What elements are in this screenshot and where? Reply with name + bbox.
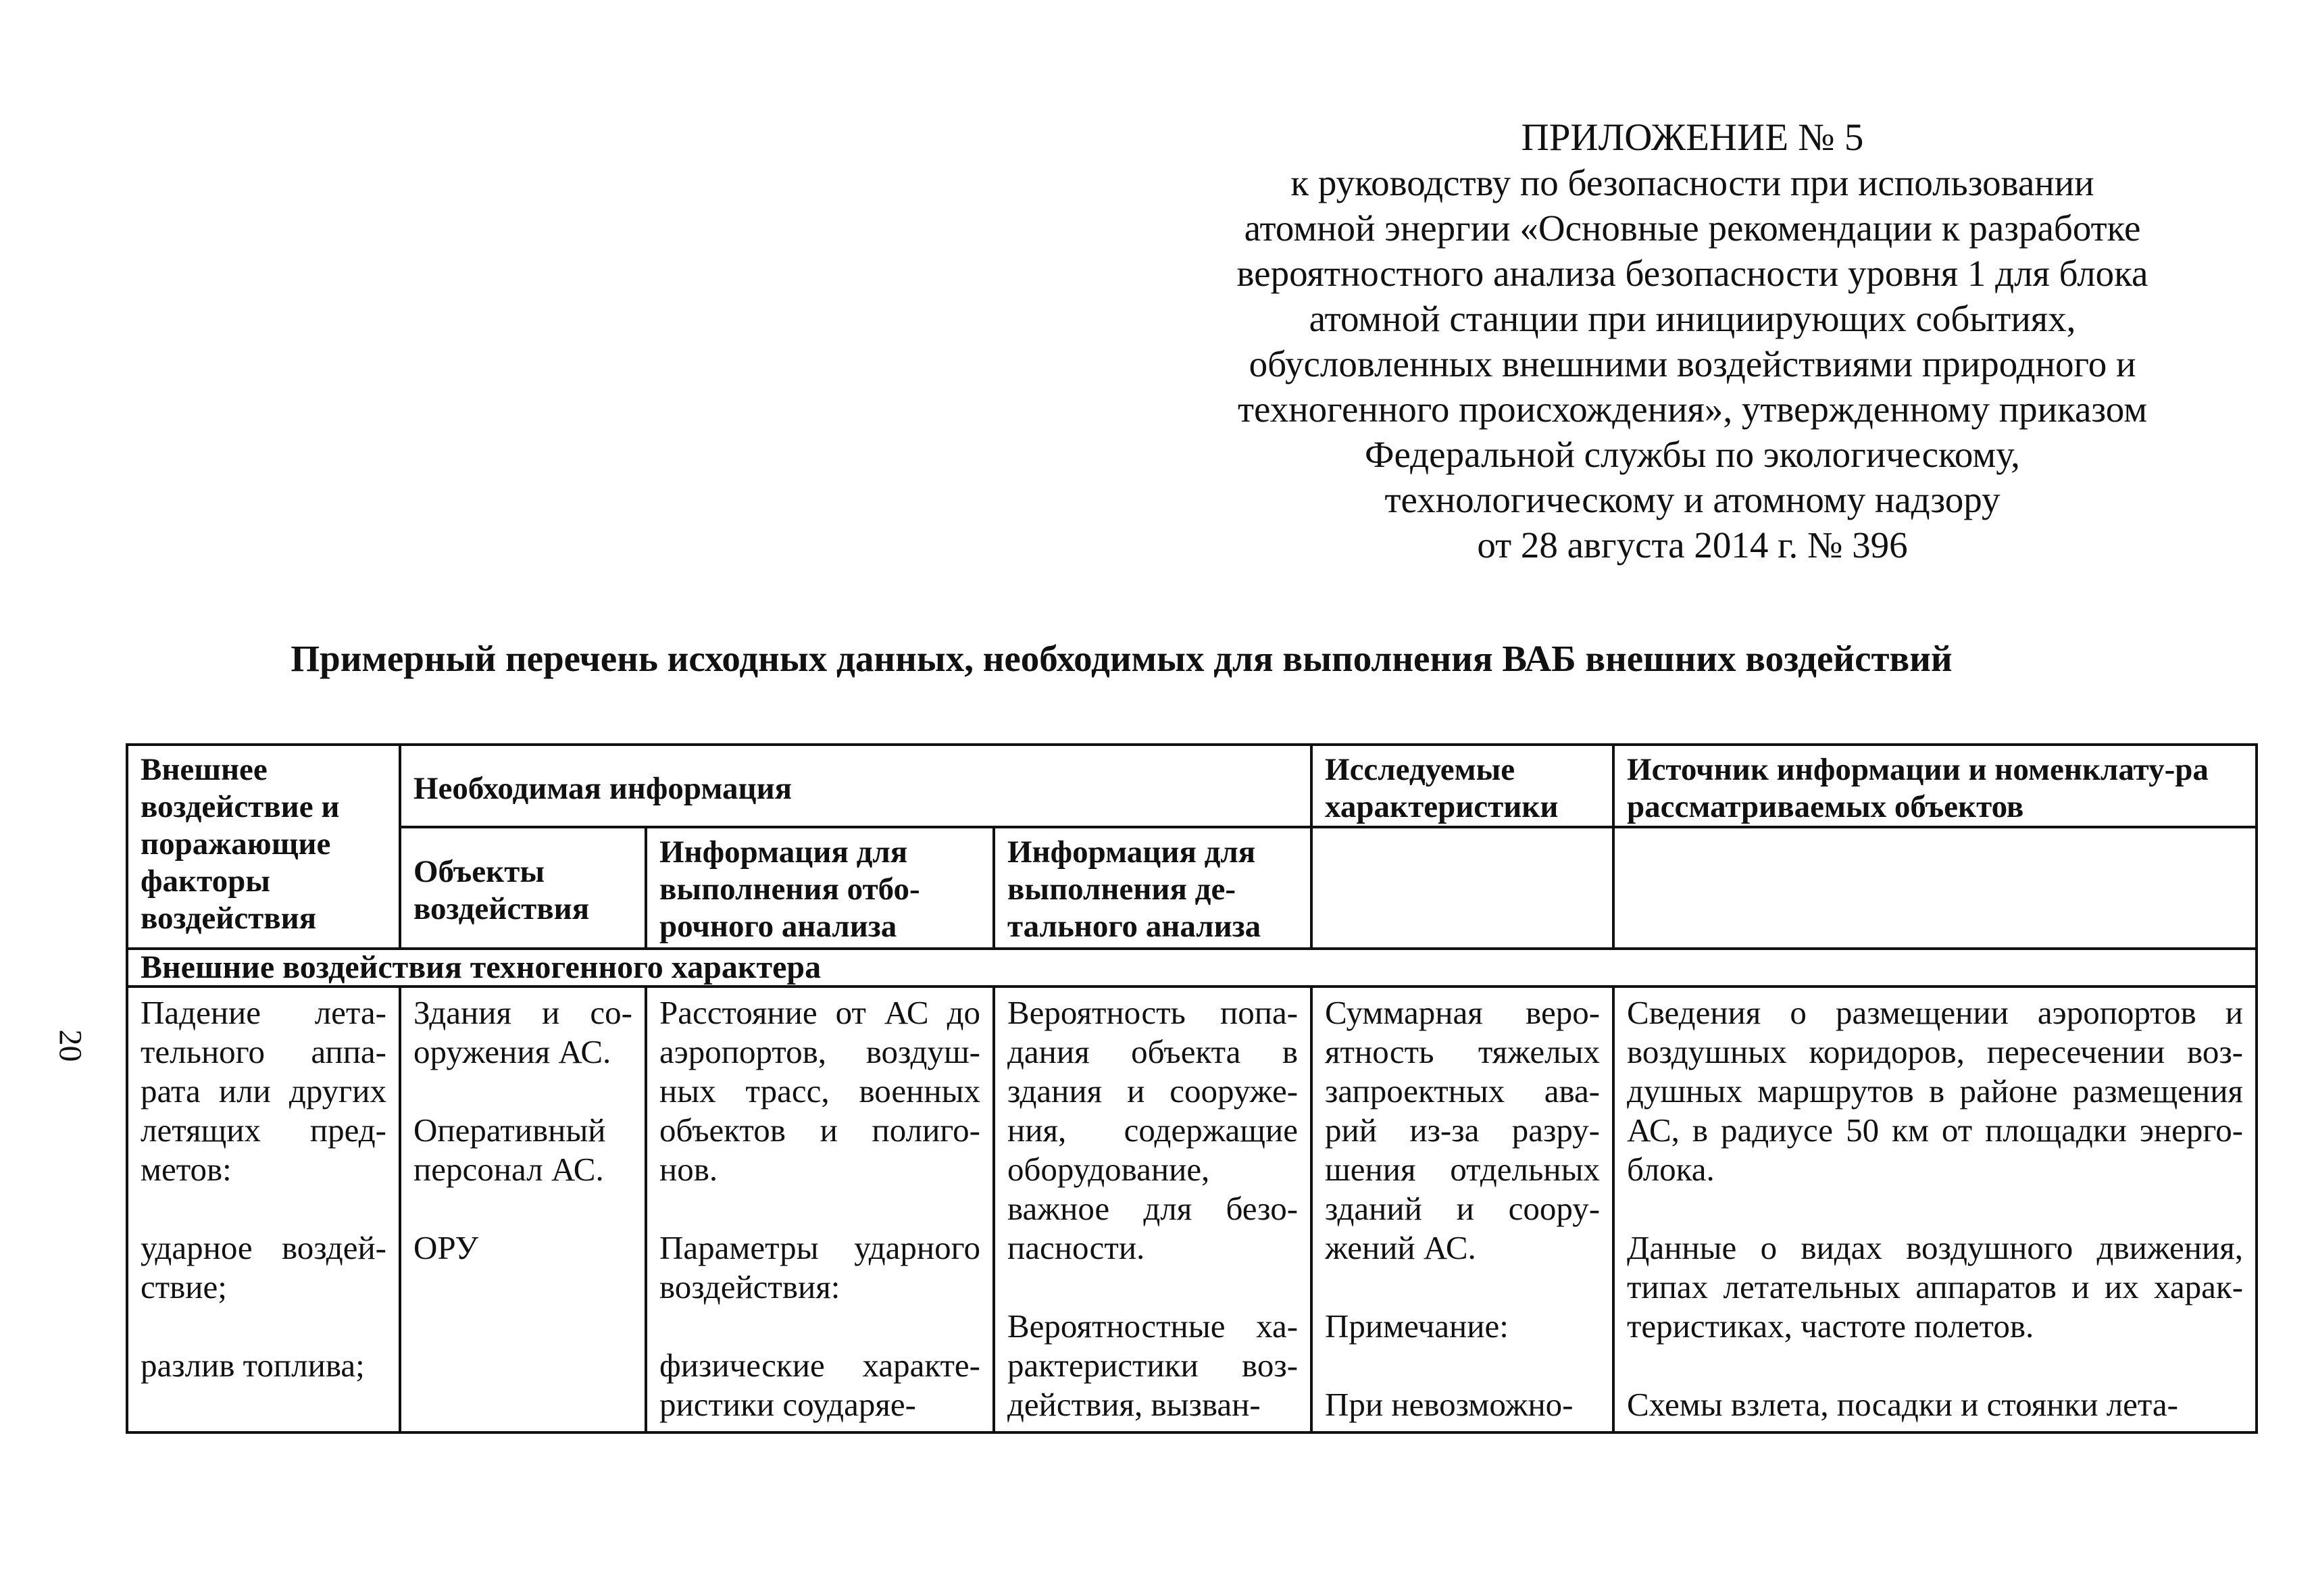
cell-text: Здания и со-оружения АС. — [413, 994, 632, 1070]
header-source-empty — [1613, 827, 2257, 949]
cell-text: Параметры ударного воздействия: — [659, 1229, 980, 1305]
header-characteristics: Исследуемые характеристики — [1311, 745, 1613, 827]
appendix-line: атомной энергии «Основные рекомендации к разработке — [1244, 207, 2141, 249]
appendix-line: Федеральной службы по экологическому, — [1365, 434, 2020, 475]
cell-impact — [127, 987, 400, 1432]
header-source: Источник информации и номенклату-ра рассматриваемых объектов — [1613, 745, 2257, 827]
table-row — [127, 987, 2257, 1432]
page-number: 20 — [52, 1029, 89, 1062]
header-external-impact: Внешнее воздействие и поражающие факторы воздействия — [127, 745, 400, 949]
appendix-line: обусловленных внешними воздействиями природного и — [1249, 343, 2136, 384]
cell-text: разлив топлива; — [141, 1347, 365, 1384]
cell-text: Оперативный персонал АС. — [413, 1112, 606, 1188]
cell-text: При невозможно- — [1325, 1386, 1574, 1423]
cell-text: ОРУ — [413, 1229, 479, 1266]
cell-objects — [400, 987, 646, 1432]
appendix-header — [1189, 115, 2196, 568]
header-characteristics-empty — [1311, 827, 1613, 949]
cell-text: физические характе-ристики соударяе- — [659, 1347, 980, 1423]
cell-source — [1613, 987, 2257, 1432]
section-row — [127, 949, 2257, 987]
header-required-info: Необходимая информация — [400, 745, 1311, 827]
appendix-line: от 28 августа 2014 г. № 396 — [1477, 524, 1908, 566]
cell-text: Схемы взлета, посадки и стоянки лета- — [1627, 1386, 2178, 1423]
cell-text: Суммарная веро-ятность тяжелых запроектных ава-рий из-за разру-шения отдельных зданий и соору-жений АС. — [1325, 994, 1601, 1266]
appendix-line: технологическому и атомному надзору — [1384, 479, 2001, 520]
cell-text: Примечание: — [1325, 1307, 1509, 1345]
appendix-heading: ПРИЛОЖЕНИЕ № 5 — [1521, 116, 1864, 159]
cell-characteristics — [1311, 987, 1613, 1432]
appendix-line: вероятностного анализа безопасности уровня 1 для блока — [1236, 253, 2148, 294]
cell-text: Вероятностные ха-рактеристики воз-действия, вызван- — [1007, 1307, 1299, 1423]
cell-text: ударное воздей-ствие; — [141, 1229, 386, 1305]
header-screening-info: Информация для выполнения отбо-рочного анализа — [646, 827, 994, 949]
cell-screening — [646, 987, 994, 1432]
cell-text: Падение лета-тельного аппа-рата или других летящих пред-метов: — [141, 994, 386, 1188]
appendix-line: к руководству по безопасности при использовании — [1290, 162, 2094, 203]
cell-detailed — [994, 987, 1311, 1432]
cell-text: Сведения о размещении аэропортов и воздушных коридоров, пересечении воз-душных маршрутов в районе размещения АС, в радиусе 50 км от площадки энерго-блока. — [1627, 994, 2244, 1188]
cell-text: Вероятность попа-дания объекта в здания и сооруже-ния, содержащие оборудование, важное для безо-пасности. — [1007, 994, 1299, 1266]
header-objects: Объекты воздействия — [400, 827, 646, 949]
cell-text: Данные о видах воздушного движения, типах летательных аппаратов и их харак-теристиках, частоте полетов. — [1627, 1229, 2244, 1345]
section-title: Внешние воздействия техногенного характера — [127, 949, 2257, 987]
appendix-line: техногенного происхождения», утвержденному приказом — [1237, 389, 2148, 430]
data-table — [126, 743, 2258, 1434]
header-detailed-info: Информация для выполнения де-тального анализа — [994, 827, 1311, 949]
appendix-line: атомной станции при инициирующих событиях, — [1309, 298, 2076, 339]
document-title: Примерный перечень исходных данных, необходимых для выполнения ВАБ внешних воздействий — [291, 638, 1953, 679]
table-header-row — [127, 745, 2257, 827]
table-subheader-row — [127, 827, 2257, 949]
cell-text: Расстояние от АС до аэропортов, воздуш-ных трасс, военных объектов и полиго-нов. — [659, 994, 980, 1188]
